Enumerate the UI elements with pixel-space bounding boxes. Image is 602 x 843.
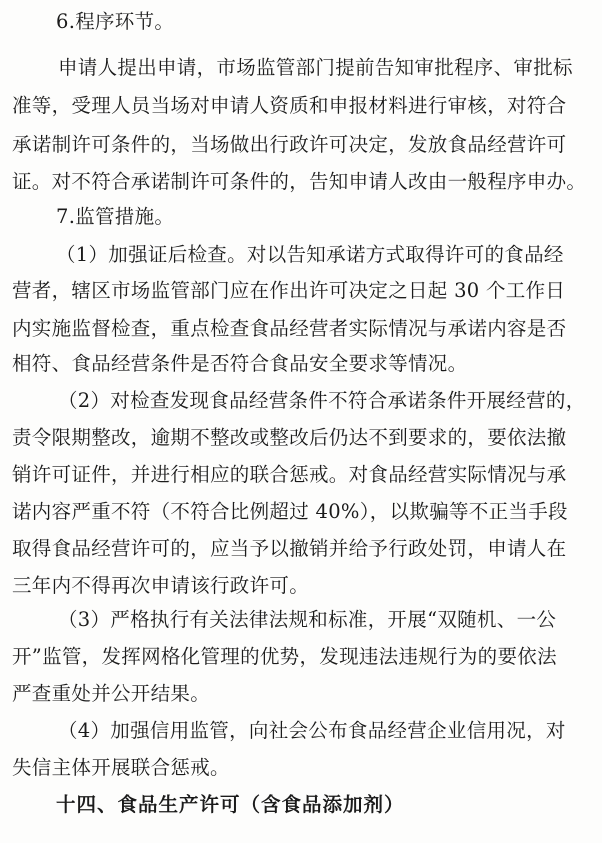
text-line: （2）对检查发现食品经营条件不符合承诺条件开展经营的，: [58, 389, 586, 412]
text-line: （3）严格执行有关法律法规和标准，开展“双随机、一公: [58, 608, 557, 631]
text-line: （4）加强信用监管，向社会公布食品经营企业信用况，对: [58, 719, 566, 742]
text-line: 证。对不符合承诺制许可条件的，告知申请人改由一般程序申办。: [12, 170, 587, 193]
text-line: 取得食品经营许可的，应当予以撤销并给予行政处罚，申请人在: [12, 537, 567, 560]
text-line: 7.监管措施。: [56, 205, 175, 228]
text-line: 失信主体开展联合惩戒。: [12, 756, 230, 779]
text-line: （1）加强证后检查。对以告知承诺方式取得许可的食品经: [56, 243, 564, 266]
text-line: 申请人提出申请，市场监管部门提前告知审批程序、审批标: [58, 56, 573, 79]
text-line: 6.程序环节。: [56, 10, 175, 33]
text-line: 销许可证件，并进行相应的联合惩戒。对食品经营实际情况与承: [12, 463, 567, 486]
text-line: 承诺制许可条件的，当场做出行政许可决定，发放食品经营许可: [12, 133, 567, 156]
text-line: 开”监管，发挥网格化管理的优势，发现违法违规行为的要依法: [12, 645, 557, 668]
text-line: 三年内不得再次申请该行政许可。: [12, 574, 310, 597]
text-line: 诺内容严重不符（不符合比例超过 40%），以欺骗等不正当手段: [12, 500, 568, 523]
text-line: 严查重处并公开结果。: [12, 682, 211, 705]
text-line: 内实施监督检查，重点检查食品经营者实际情况与承诺内容是否: [12, 317, 567, 340]
text-line: 准等，受理人员当场对申请人资质和申报材料进行审核，对符合: [12, 94, 567, 117]
section-heading: 十四、食品生产许可（含食品添加剂）: [56, 793, 405, 816]
text-line: 责令限期整改，逾期不整改或整改后仍达不到要求的，要依法撤: [12, 426, 567, 449]
text-line: 相符、食品经营条件是否符合食品安全要求等情况。: [12, 352, 468, 375]
text-line: 营者，辖区市场监管部门应在作出许可决定之日起 30 个工作日: [12, 279, 566, 302]
